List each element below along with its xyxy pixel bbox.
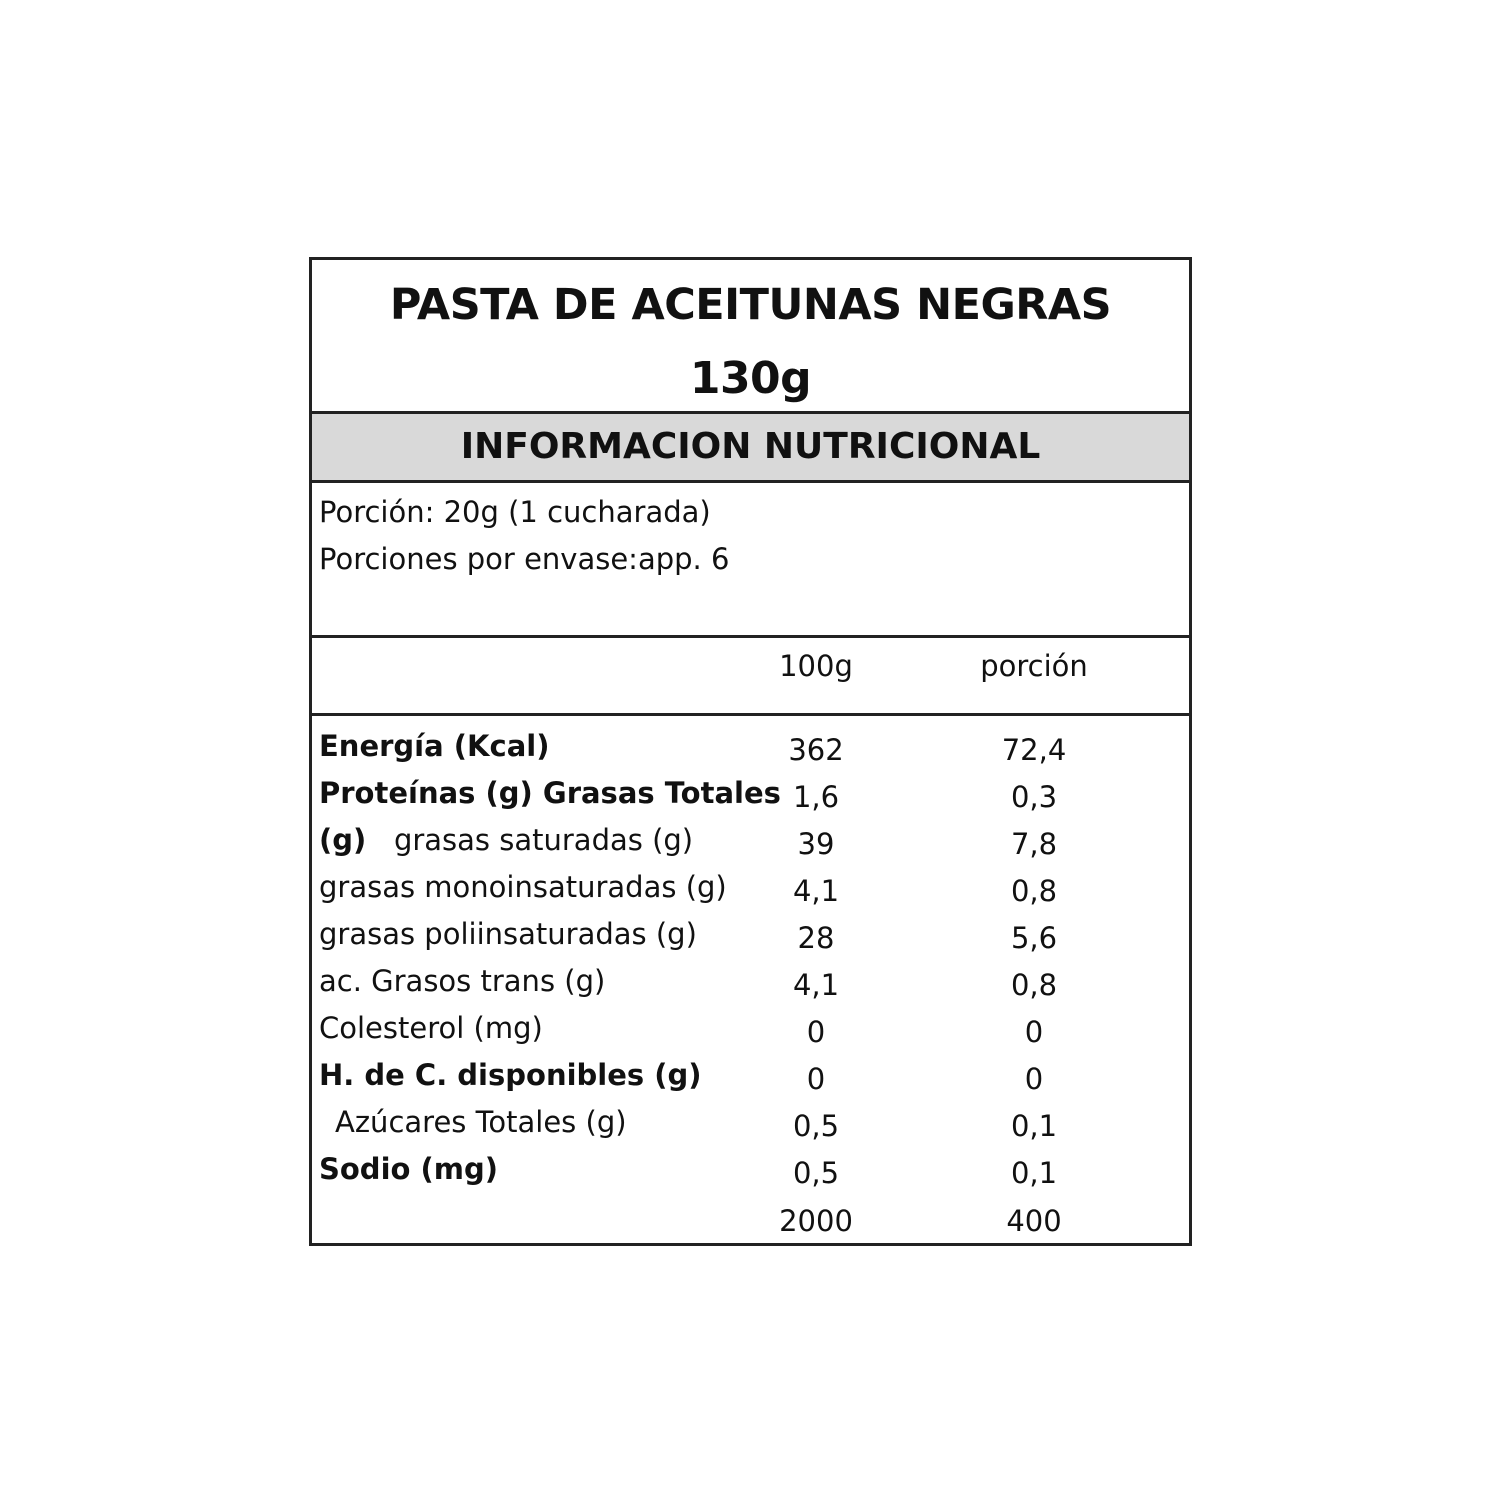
value-100g: 4,1 [792, 874, 840, 908]
nutrient-label: grasas saturadas (g) [393, 823, 694, 857]
value-serving: 0,1 [1010, 1109, 1058, 1143]
table-row [312, 864, 1189, 911]
value-serving: 0,3 [1010, 780, 1058, 814]
value-serving: 0,1 [1010, 1156, 1058, 1190]
product-weight: 130g [689, 353, 812, 404]
table-row [312, 817, 1189, 864]
value-serving: 0,8 [1010, 968, 1058, 1002]
table-row [312, 1099, 1189, 1146]
value-100g: 0,5 [792, 1156, 840, 1190]
value-100g: 0 [806, 1015, 826, 1049]
divider [312, 480, 1189, 483]
column-headers [312, 638, 1189, 713]
nutrient-label: H. de C. disponibles (g) [319, 1058, 702, 1092]
value-serving: 5,6 [1010, 921, 1058, 955]
table-row [312, 1194, 1189, 1241]
table-row [312, 770, 1189, 817]
value-serving: 72,4 [1001, 733, 1067, 767]
table-row [312, 1052, 1189, 1099]
nutrient-label-wrap [319, 817, 693, 864]
nutrient-label: Sodio (mg) [319, 1152, 499, 1186]
value-serving: 400 [1006, 1204, 1062, 1238]
title-section [312, 260, 1189, 411]
value-100g: 0,5 [792, 1109, 840, 1143]
nutrition-header: INFORMACION NUTRICIONAL [312, 414, 1189, 480]
table-row [312, 958, 1189, 1005]
nutrient-label: Energía (Kcal) [319, 729, 550, 763]
table-row [312, 1146, 1189, 1193]
value-100g: 28 [797, 921, 835, 955]
value-100g: 0 [806, 1062, 826, 1096]
value-100g: 362 [788, 733, 844, 767]
table-row [312, 723, 1189, 770]
column-header-100g: 100g [779, 649, 853, 683]
nutrient-label: Azúcares Totales (g) [335, 1105, 627, 1139]
value-100g: 2000 [779, 1204, 853, 1238]
nutrient-label: grasas poliinsaturadas (g) [319, 917, 697, 951]
product-name: PASTA DE ACEITUNAS NEGRAS [389, 280, 1112, 330]
servings-per-container: Porciones por envase:app. 6 [319, 542, 730, 576]
value-serving: 7,8 [1010, 827, 1058, 861]
value-100g: 1,6 [792, 780, 840, 814]
nutrient-table [312, 717, 1189, 1243]
serving-section [312, 485, 1189, 635]
nutrient-label: grasas monoinsaturadas (g) [319, 870, 727, 904]
divider [312, 713, 1189, 716]
value-serving: 0 [1024, 1015, 1044, 1049]
nutrient-label-unit: (g) [319, 823, 367, 857]
nutrient-label: Colesterol (mg) [319, 1011, 543, 1045]
value-serving: 0 [1024, 1062, 1044, 1096]
nutrient-label: ac. Grasos trans (g) [319, 964, 606, 998]
serving-size: Porción: 20g (1 cucharada) [319, 495, 711, 529]
value-serving: 0,8 [1010, 874, 1058, 908]
nutrition-label [309, 257, 1192, 1246]
table-row [312, 1005, 1189, 1052]
nutrient-label: Proteínas (g) Grasas Totales [319, 776, 781, 810]
table-row [312, 911, 1189, 958]
column-header-serving: porción [980, 649, 1088, 683]
value-100g: 39 [797, 827, 835, 861]
value-100g: 4,1 [792, 968, 840, 1002]
